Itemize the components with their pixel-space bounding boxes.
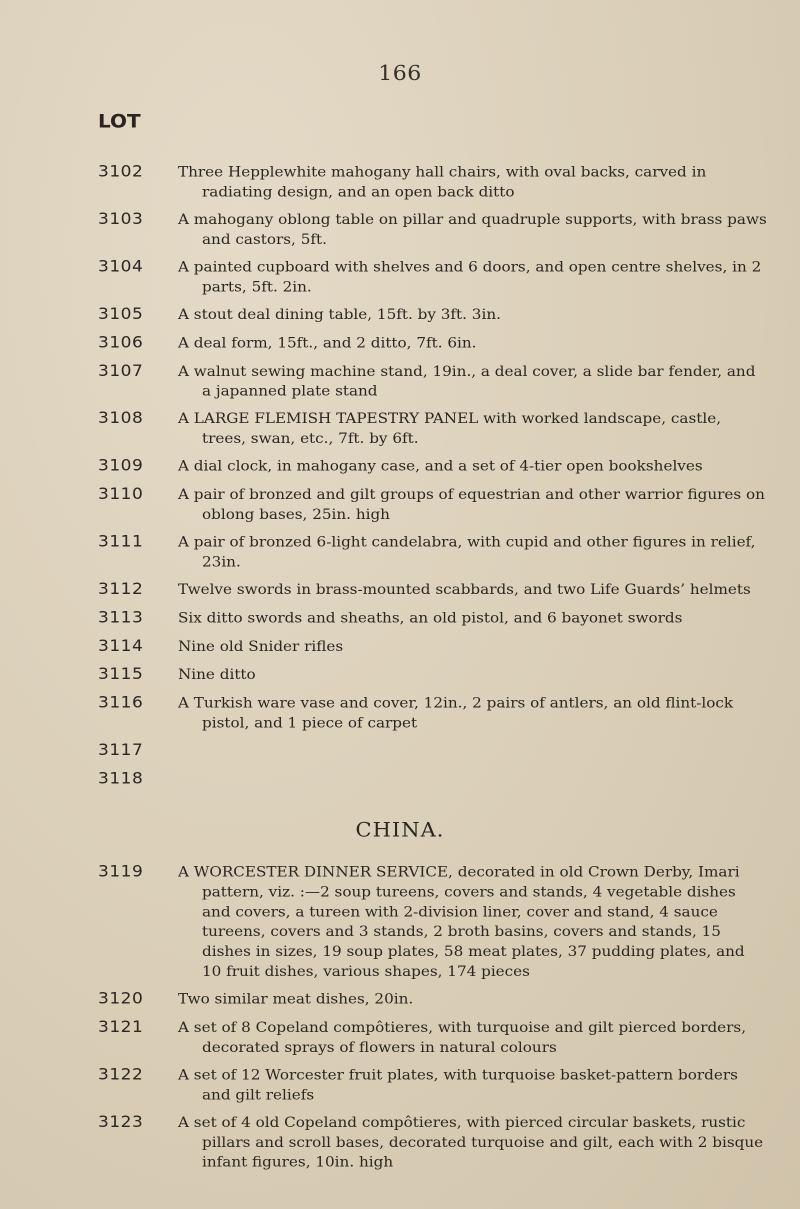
lot-number: 3114 [98,636,144,656]
catalogue-page [0,3,800,1171]
lot-description: A painted cupboard with shelves and 6 doors, and open centre shelves, in 2 parts, 5ft. 2in. [178,258,762,296]
lot-number: 3105 [98,304,144,324]
lot-number: 3112 [98,579,144,599]
lot-number: 3117 [98,740,144,760]
lot-number: 3103 [98,209,144,229]
lot-description: A set of 12 Worcester fruit plates, with turquoise basket-pattern borders and gilt reliefs [178,1066,738,1104]
lot-number: 3111 [98,532,144,552]
lot-number: 3107 [98,361,144,381]
lot-description: A set of 4 old Copeland compôtieres, with pierced circular baskets, rustic pillars and scroll bases, decorated turquoise and gilt, each with 2 bisque infant figures, 10in. high [178,1113,764,1171]
lot-number: 3116 [98,693,144,713]
lot-number: 3120 [98,989,144,1009]
lot-number: 3118 [98,769,144,789]
lot-description: Two similar meat dishes, 20in. [178,990,414,1008]
lot-number: 3110 [98,484,144,504]
lot-number: 3121 [98,1017,144,1037]
lot-number: 3109 [98,456,144,476]
lot-description: A pair of bronzed and gilt groups of equestrian and other warrior figures on oblong bases, 25in. high [178,485,765,523]
lot-description: Six ditto swords and sheaths, an old pistol, and 6 bayonet swords [178,609,683,627]
lot-number: 3106 [98,333,144,353]
lot-number: 3119 [98,862,144,882]
lot-description: A mahogany oblong table on pillar and quadruple supports, with brass paws and castors, 5ft. [178,210,767,248]
lot-number: 3122 [98,1065,144,1085]
lot-description: A WORCESTER DINNER SERVICE, decorated in old Crown Derby, Imari pattern, viz. :—2 soup tureens, covers and stands, 4 vegetable dishes and covers, a tureen with 2-division liner, cover and stand, 4 sauce tureens, covers and 3 stands, 2 broth basins, covers and stands, 15 dishes in sizes, 19 soup plates, 58 meat plates, 37 pudding plates, and 10 fruit dishes, various shapes, 174 pieces [178,863,745,980]
lot-description: A pair of bronzed 6-light candelabra, with cupid and other figures in relief, 23in. [178,533,756,571]
lot-description: Nine ditto [178,665,256,684]
lot-description: A Turkish ware vase and cover, 12in., 2 pairs of antlers, an old flint-lock pistol, and 1 piece of carpet [178,694,734,732]
lot-description: Three Hepplewhite mahogany hall chairs, with oval backs, carved in radiating design, and an open back ditto [178,163,707,201]
lot-description: A deal form, 15ft., and 2 ditto, 7ft. 6in. [178,334,477,352]
lot-description: Twelve swords in brass-mounted scabbards, and two Life Guards’ helmets [178,580,751,598]
lot-number: 3108 [98,408,144,428]
lot-description: A set of 8 Copeland compôtieres, with turquoise and gilt pierced borders, decorated sprays of flowers in natural colours [178,1018,747,1056]
lot-description: A LARGE FLEMISH TAPESTRY PANEL with worked landscape, castle, trees, swan, etc., 7ft. by 6ft. [178,409,722,447]
lot-number: 3123 [98,1112,144,1132]
lot-description: A dial clock, in mahogany case, and a set of 4-tier open bookshelves [178,457,703,475]
lot-number: 3102 [98,162,144,182]
lot-description: A walnut sewing machine stand, 19in., a deal cover, a slide bar fender, and a japanned plate stand [178,362,756,400]
lot-description: Nine old Snider rifles [178,637,344,655]
page-number: 166 [378,61,422,86]
section-title: CHINA. [355,818,445,842]
lot-number: 3115 [98,665,144,684]
lot-number: 3113 [98,608,144,628]
lot-description: A stout deal dining table, 15ft. by 3ft. 3in. [178,305,501,323]
lot-column-header: LOT [98,109,141,133]
lot-number: 3104 [98,257,144,277]
